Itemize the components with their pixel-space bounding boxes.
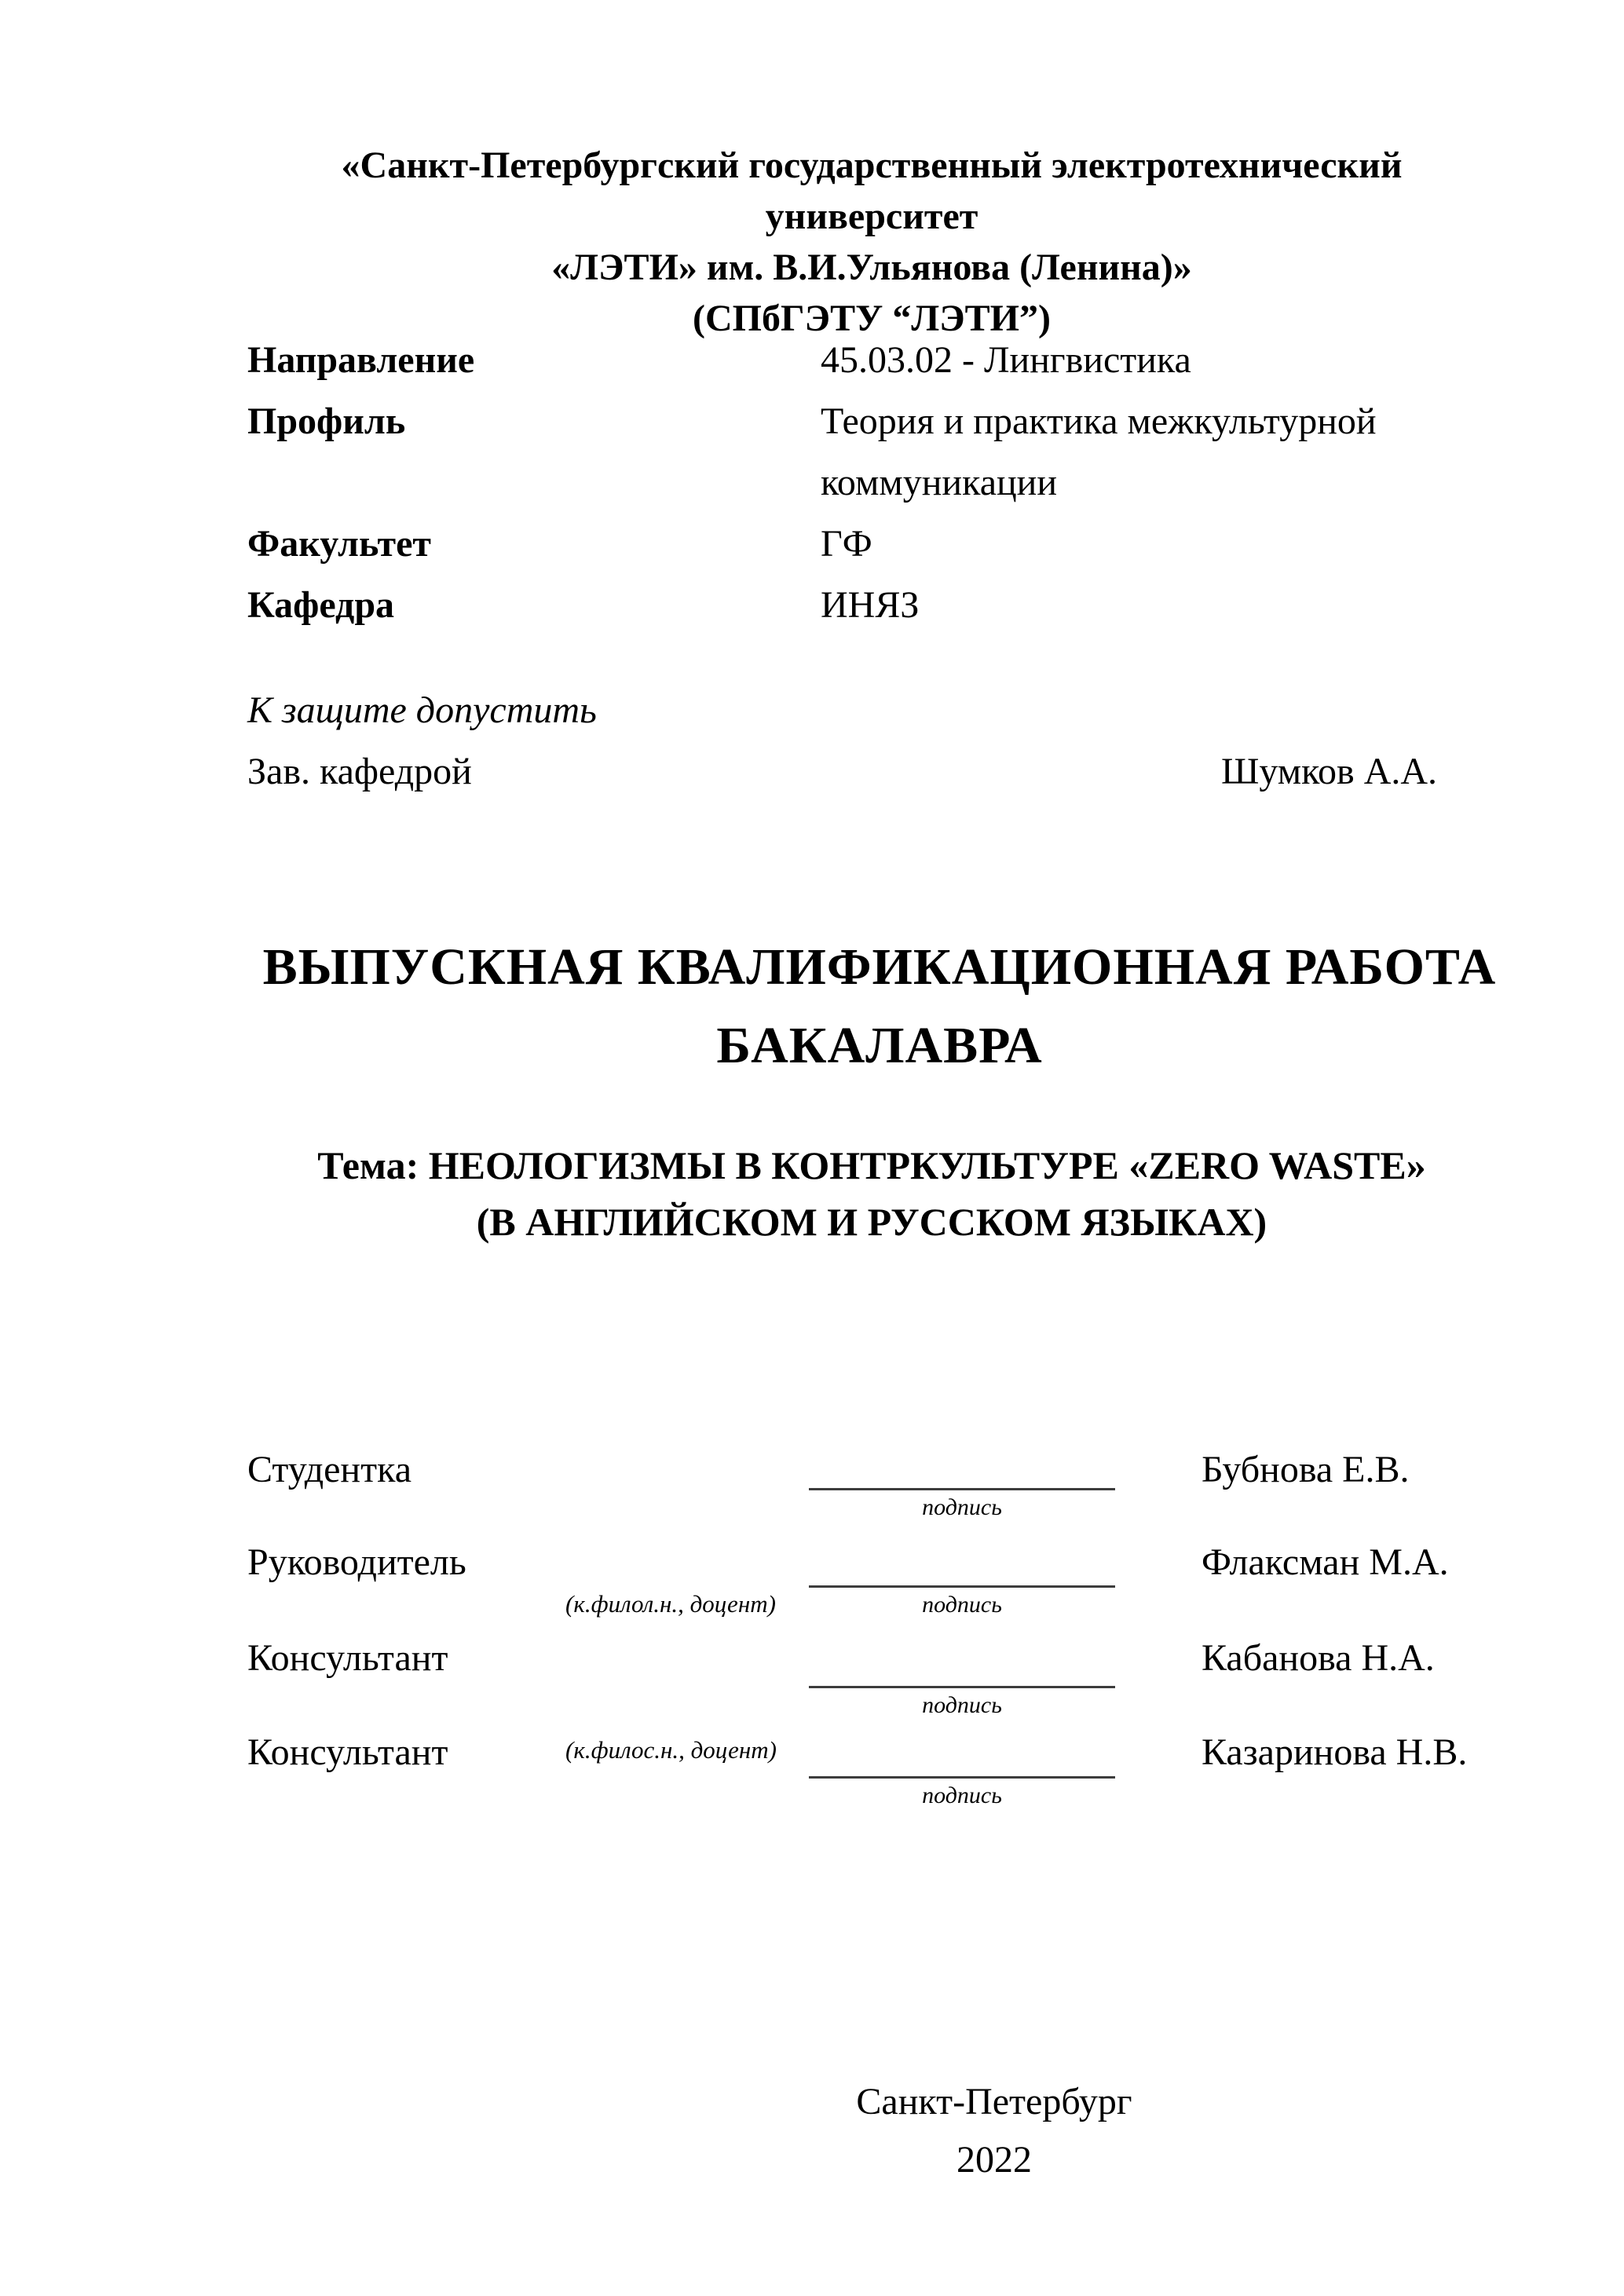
signature-caption-consultant2: подпись xyxy=(922,1782,1002,1808)
footer-city: Санкт-Петербург xyxy=(856,2081,1132,2122)
signature-line-consultant1 xyxy=(809,1647,1115,1688)
signature-role-supervisor: Руководитель xyxy=(247,1541,466,1583)
topic-line1: Тема: НЕОЛОГИЗМЫ В КОНТРКУЛЬТУРЕ «ZERO WASTE» xyxy=(317,1143,1426,1187)
profile-value: Теория и практика межкультурной коммуникации xyxy=(821,400,1377,503)
qualification-note-consultant2: (к.филос.н., доцент) xyxy=(565,1736,777,1764)
signatory-name-supervisor: Флаксман М.А. xyxy=(1202,1541,1449,1583)
admission-block xyxy=(247,680,1496,803)
signature-block xyxy=(247,1445,1496,1837)
admission-note: К защите допустить xyxy=(247,689,597,731)
signature-line-student xyxy=(809,1449,1115,1490)
info-row-department xyxy=(247,575,1496,636)
signature-line-consultant2 xyxy=(809,1737,1115,1779)
qualification-note-supervisor: (к.филол.н., доцент) xyxy=(565,1590,776,1618)
signature-caption-student: подпись xyxy=(922,1494,1002,1520)
department-label: Кафедра xyxy=(247,584,395,626)
direction-label: Направление xyxy=(247,339,475,381)
signature-role-student: Студентка xyxy=(247,1449,411,1490)
signature-caption-consultant1: подпись xyxy=(922,1692,1002,1718)
signatory-name-student: Бубнова Е.В. xyxy=(1202,1449,1410,1490)
signatory-name-consultant2: Казаринова Н.В. xyxy=(1202,1731,1468,1773)
footer-year: 2022 xyxy=(956,2139,1032,2181)
department-head-label: Зав. кафедрой xyxy=(247,751,472,792)
info-row-faculty xyxy=(247,514,1496,575)
signature-role-consultant2: Консультант xyxy=(247,1731,448,1773)
signature-role-consultant1: Консультант xyxy=(247,1637,448,1679)
thesis-title-line2: БАКАЛАВРА xyxy=(716,1017,1043,1074)
signature-line-supervisor xyxy=(809,1546,1115,1588)
info-row-direction xyxy=(247,330,1496,391)
university-abbreviation: (СПбГЭТУ “ЛЭТИ”) xyxy=(693,298,1051,339)
direction-value: 45.03.02 - Лингвистика xyxy=(821,339,1191,381)
signature-caption-supervisor: подпись xyxy=(922,1592,1002,1618)
university-header xyxy=(247,140,1496,344)
signatory-name-consultant1: Кабанова Н.А. xyxy=(1202,1637,1435,1679)
department-head-row xyxy=(247,741,1496,803)
department-value: ИНЯЗ xyxy=(821,584,920,626)
profile-label: Профиль xyxy=(247,400,406,442)
faculty-value: ГФ xyxy=(821,523,872,565)
thesis-topic xyxy=(247,1137,1496,1250)
info-row-profile xyxy=(247,391,1496,514)
topic-line2: (В АНГЛИЙСКОМ И РУССКОМ ЯЗЫКАХ) xyxy=(476,1200,1267,1244)
thesis-title xyxy=(255,928,1504,1085)
program-info-table xyxy=(247,330,1496,636)
university-name-line2: «ЛЭТИ» им. В.И.Ульянова (Ленина)» xyxy=(551,247,1192,288)
department-head-name: Шумков А.А. xyxy=(1221,751,1438,792)
footer xyxy=(247,2073,1619,2189)
university-name-line1: «Санкт-Петербургский государственный электротехнический университет xyxy=(341,144,1403,237)
faculty-label: Факультет xyxy=(247,523,431,565)
thesis-title-line1: ВЫПУСКНАЯ КВАЛИФИКАЦИОННАЯ РАБОТА xyxy=(262,938,1497,996)
